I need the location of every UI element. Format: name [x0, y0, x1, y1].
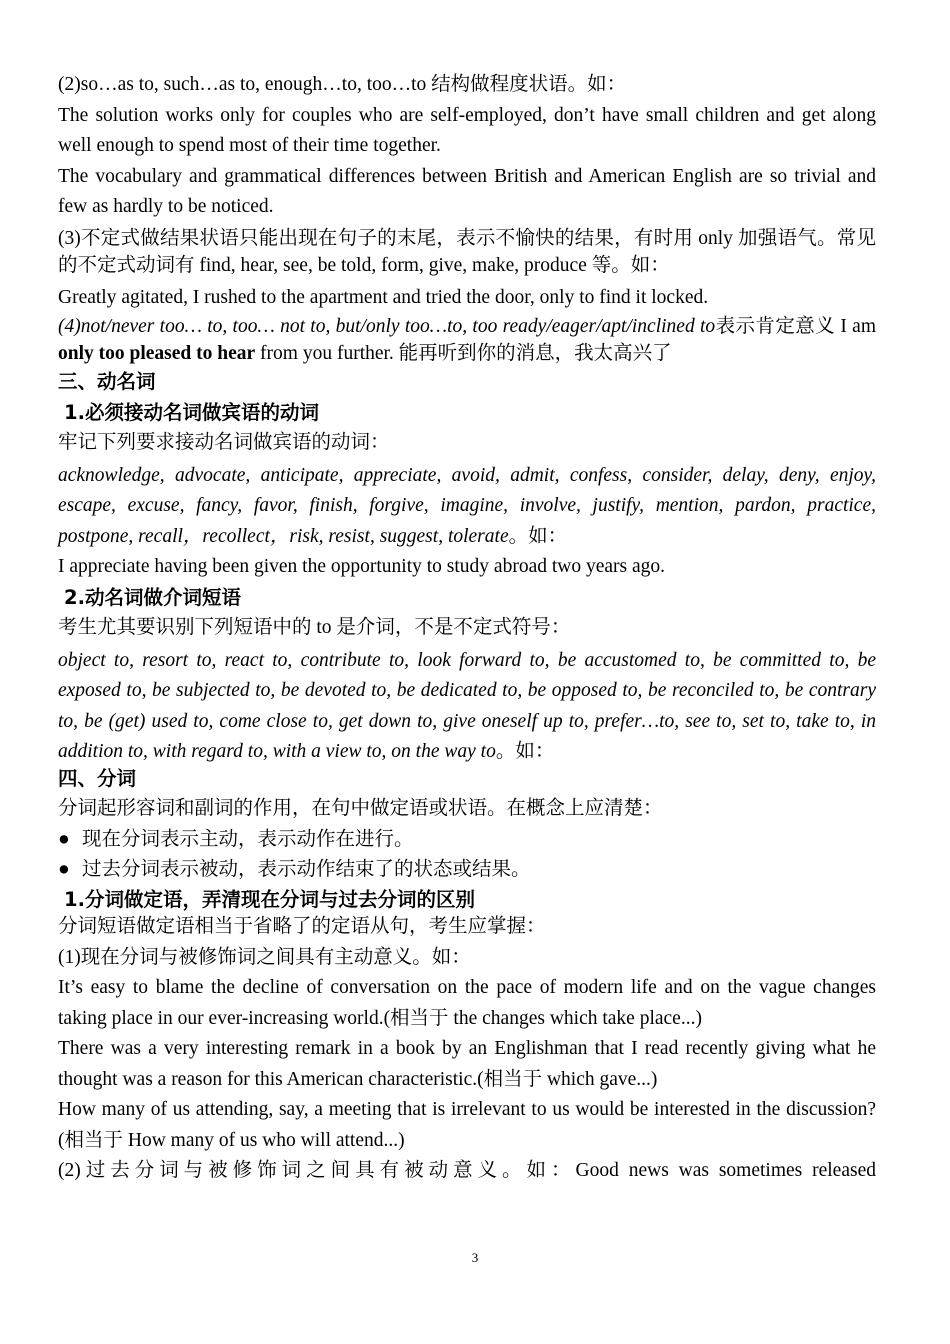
subheading-3-1: 1.必须接动名词做宾语的动词	[64, 400, 319, 424]
paragraph-15: It’s easy to blame the decline of conversation on the pace of modern life and on the vague changes taking place in our ever-increasing world.(相当于 the changes which take place...)	[58, 977, 876, 1029]
paragraph-16: There was a very interesting remark in a book by an Englishman that I read recently giving what he thought was a reason for this American characteristic.(相当于 which gave...)	[58, 1038, 876, 1090]
paragraph-4: (3)不定式做结果状语只能出现在句子的末尾，表示不愉快的结果，有时用 only 加强语气。常见的不定式动词有 find, hear, see, be told, form, give, make, produce 等。如：	[58, 227, 876, 276]
bullet-icon: ●	[58, 859, 70, 880]
paragraph-7: 牢记下列要求接动名词做宾语的动词：	[58, 432, 390, 453]
bullet-icon: ●	[58, 828, 70, 850]
bullet-item-1	[58, 825, 876, 856]
paragraph-1: (2)so…as to, such…as to, enough…to, too…to 结构做程度状语。如：	[58, 74, 627, 95]
paragraph-6-b: from you further. 能再听到你的消息，我太高兴了	[255, 343, 672, 364]
paragraph-2: The solution works only for couples who are self-employed, don’t have small children and get along well enough to spend most of their time together.	[58, 104, 876, 156]
subheading-4-1: 1.分词做定语，弄清现在分词与过去分词的区别	[64, 887, 475, 911]
paragraph-17: How many of us attending, say, a meeting that is irrelevant to us would be interested in the discussion?(相当于 How many of us who will attend...)	[58, 1099, 876, 1151]
paragraph-5: Greatly agitated, I rushed to the apartment and tried the door, only to find it locked.	[58, 286, 709, 308]
paragraph-6-bold: only too pleased to hear	[58, 343, 256, 364]
paragraph-18: (2)过去分词与被修饰词之间具有被动意义。如：Good news was sometimes released	[58, 1160, 876, 1181]
bullet-text-1: 现在分词表示主动，表示动作在进行。	[82, 828, 414, 850]
paragraph-8-italic: acknowledge, advocate, anticipate, appreciate, avoid, admit, confess, consider, delay, deny, enjoy, escape, excuse, fancy, favor, finish, forgive, imagine, involve, justify, mention, pardon, practice, postpone, recall，recollect，risk, resist, suggest, tolerate	[58, 464, 876, 547]
document-page	[58, 70, 876, 1187]
paragraph-13: 分词短语做定语相当于省略了的定语从句，考生应掌握：	[58, 915, 546, 937]
bullet-text-2: 过去分词表示被动，表示动作结束了的状态或结果。	[82, 859, 531, 880]
paragraph-10: 考生尤其要识别下列短语中的 to 是介词，不是不定式符号：	[58, 617, 571, 638]
paragraph-14: (1)现在分词与被修饰词之间具有主动意义。如：	[58, 946, 471, 968]
paragraph-6-a: 表示肯定意义 I am	[715, 316, 876, 337]
paragraph-3: The vocabulary and grammatical differences between British and American English are so trivial and few as hardly to be noticed.	[58, 165, 876, 217]
paragraph-8-tail: 。如：	[508, 525, 568, 547]
page-number: 3	[471, 1250, 479, 1265]
section-heading-3: 三、动名词	[58, 370, 156, 393]
bullet-item-2	[58, 855, 876, 886]
section-heading-4: 四、分词	[58, 766, 137, 790]
paragraph-6	[58, 313, 876, 367]
paragraph-8	[58, 461, 876, 553]
paragraph-12: 分词起形容词和副词的作用，在句中做定语或状语。在概念上应清楚：	[58, 798, 663, 819]
paragraph-11-tail: 。如：	[495, 741, 555, 762]
paragraph-11-italic: object to, resort to, react to, contribute to, look forward to, be accustomed to, be committed to, be exposed to, be subjected to, be devoted to, be dedicated to, be opposed to, be reconciled to, be contrary to, be (get) used to, come close to, get down to, give oneself up to, prefer…to, see to, set to, take to, in addition to, with regard to, with a view to, on the way to	[58, 649, 876, 762]
paragraph-11	[58, 646, 876, 768]
subheading-3-2: 2.动名词做介词短语	[64, 585, 241, 609]
paragraph-6-italic: (4)not/never too… to, too… not to, but/only too…to, too ready/eager/apt/inclined to	[58, 316, 716, 337]
paragraph-9: I appreciate having been given the opportunity to study abroad two years ago.	[58, 556, 666, 577]
